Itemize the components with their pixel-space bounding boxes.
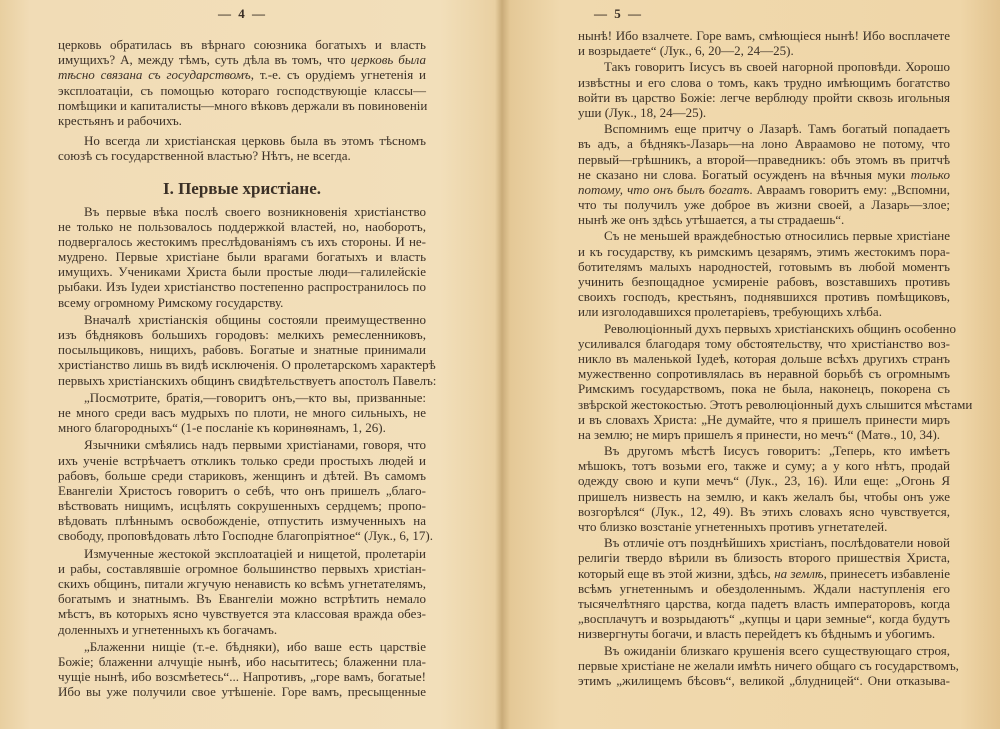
- text-line: нынѣ! Ибо взалчете. Горе вамъ, смѣющіеся нынѣ! Ибо восплачете: [578, 28, 950, 43]
- text-segment: . Авраамъ говоритъ ему: „Вспомни,: [749, 181, 950, 197]
- text-line: подвергалось жестокимъ преслѣдованіямъ съ ихъ стороны. И не-: [58, 233, 426, 249]
- text-line: вѣствовать нищимъ, исцѣлять сокрушенныхъ сердцемъ; пропо-: [58, 498, 426, 514]
- text-segment: не сказано ни слова. Богатый осужденъ на вѣчныя муки: [578, 166, 911, 182]
- text-line: и въ словахъ Христа: „Не думайте, что я пришелъ принести миръ: [578, 411, 950, 427]
- text-line: никло въ маленькой Іудеѣ, которая дольше всѣхъ другихъ странъ: [578, 350, 950, 366]
- text-line: [58, 52, 426, 67]
- text-line: Вначалѣ христіанскія общины состояли преимущественно: [84, 311, 426, 327]
- text-line: ихъ ученіе встрѣчаетъ откликъ только среди простыхъ людей и: [58, 452, 426, 468]
- paragraph: [58, 639, 426, 700]
- paragraph: [578, 320, 973, 443]
- text-line: Но всегда ли христіанская церковь была въ этомъ тѣсномъ: [84, 133, 426, 149]
- text-line: не только не пользовалось поддержкой властей, но, наоборотъ,: [58, 218, 426, 234]
- text-line: войти въ царство Божіе: легче верблюду пройти сквозь игольныя: [578, 89, 950, 105]
- text-line: [58, 67, 426, 82]
- text-line: всему огромному Римскому государству.: [58, 294, 284, 310]
- text-line: [578, 167, 950, 182]
- text-segment: имущихъ? А, между тѣмъ, суть дѣла въ томъ, что: [58, 52, 351, 68]
- text-line: союзѣ съ государственной властью? Нѣтъ, не всегда.: [58, 148, 351, 164]
- text-line: Въ первые вѣка послѣ своего возникновенія христіанство: [84, 203, 426, 219]
- text-line: богатымъ и знатнымъ. Въ Евангеліи можно встрѣтить немало: [58, 591, 426, 607]
- page-number: — 5 —: [594, 6, 643, 21]
- text-line: помѣщики и капиталисты—много вѣковъ держали въ повиновеніи: [58, 97, 428, 113]
- paragraph: [578, 28, 950, 58]
- text-line: низвергнуты богачи, и власть перейдетъ къ бѣднымъ и убогимъ.: [578, 626, 936, 642]
- text-segment: который еще въ этой жизни, здѣсь,: [578, 565, 775, 581]
- text-line: имущихъ. Учениками Христа были простые люди—галилейскіе: [58, 264, 426, 280]
- paragraph: [58, 133, 426, 163]
- text-segment: , принесетъ избавленіе: [823, 565, 950, 581]
- text-line: не много среди васъ мудрыхъ по плоти, не много сильныхъ, не: [58, 404, 426, 420]
- text-line: на землю; не миръ пришелъ я принести, но мечъ“ (Матѳ., 10, 34).: [578, 426, 941, 442]
- text-line: ботителямъ малыхъ народностей, готовымъ въ любой моментъ: [578, 258, 950, 274]
- paragraph: [58, 204, 426, 310]
- text-segment: , т.-е. съ орудіемъ угнетенія и: [250, 67, 427, 83]
- text-line: одежду свою и купи мечъ“ (Лук., 23, 16). Или еще: „Огонь Я: [578, 473, 950, 489]
- text-line: и возрыдаете“ (Лук., 6, 20—2, 24—25).: [578, 43, 794, 59]
- text-line: Въ другомъ мѣстѣ Іисусъ говоритъ: „Теперь, кто имѣетъ: [604, 443, 950, 459]
- text-line: много благородныхъ“ (1-е посланіе къ коринѳянамъ, 1, 26).: [58, 420, 386, 436]
- text-line: Евангеліи Христосъ говоритъ о себѣ, что онъ пришелъ „благо-: [58, 482, 426, 498]
- text-line: звѣрской жестокостью. Этотъ революціонный духъ слышится мѣстами: [578, 396, 973, 412]
- text-line: пришелъ низвесть на землю, и какъ желалъ бы, чтобы онъ уже: [578, 488, 950, 504]
- text-line: или изголодавшихся пролетаріевъ, требующихъ хлѣба.: [578, 304, 882, 320]
- text-line: тысячелѣтняго царства, когда падетъ власть императоровъ, когда: [578, 595, 950, 611]
- italic-emphasis: только: [910, 166, 950, 182]
- text-line: крестьянъ и рабочихъ.: [58, 112, 182, 128]
- text-line: и рабы, составлявшіе огромное большинство первыхъ христіан-: [58, 560, 426, 576]
- text-line: Съ не меньшей враждебностью относились первые христіане: [604, 228, 950, 244]
- text-line: церковь обратилась въ вѣрнаго союзника богатыхъ и власть: [58, 37, 426, 52]
- italic-emphasis: церковь была: [350, 52, 426, 68]
- paragraph: [578, 121, 950, 227]
- text-line: мѣстъ, въ которыхъ ясно чувствуется эта классовая вражда обез-: [58, 606, 426, 622]
- text-line: Язычники смѣялись надъ первыми христіанами, говоря, что: [84, 437, 426, 453]
- text-line: мудрено. Первые христіане были врагами богатыхъ и власть: [58, 249, 426, 265]
- paragraph: [58, 546, 426, 637]
- text-line: и къ государству, къ римскимъ цезарямъ, этимъ жестокимъ пора-: [578, 243, 950, 259]
- paragraph: [58, 37, 426, 128]
- paragraph: [58, 390, 426, 436]
- italic-emphasis: потому, что онъ былъ богатъ: [578, 181, 750, 197]
- text-column: [58, 35, 437, 700]
- text-line: Римскимъ государствомъ, пока не была, наконецъ, покорена съ: [578, 381, 950, 397]
- text-line: Измученные жестокой эксплоатаціей и нищетой, пролетаріи: [84, 545, 426, 561]
- text-line: первые христіане не желали имѣть ничего общаго съ государствомъ,: [578, 657, 959, 673]
- text-line: чущіе нынѣ, ибо возсмѣетесь“... Напротивъ, „горе вамъ, богатые!: [58, 669, 426, 685]
- text-line: мѣшокъ, тотъ возьми его, также и суму; а у кого нѣтъ, продай: [578, 458, 950, 474]
- text-line: учинить безпощадное усмиреніе рабовъ, возставшихъ противъ: [578, 274, 950, 289]
- text-line: скихъ общинъ, питали жгучую ненависть ко всѣмъ угнетателямъ,: [58, 576, 426, 591]
- text-line: нынѣ же онъ здѣсь утѣшается, а ты страдаешь“.: [578, 212, 845, 228]
- text-line: эксплоатаціи, съ помощью котораго господствующіе классы—: [58, 82, 426, 98]
- text-line: первыхъ христіанскихъ общинъ свидѣтельствуетъ апостолъ Павелъ:: [58, 372, 437, 388]
- text-line: этимъ „жилищемъ бѣсовъ“, великой „блудницей“. Они отказыва-: [578, 672, 950, 688]
- text-line: уши (Лук., 18, 24—25).: [578, 104, 707, 120]
- paragraph: [578, 228, 950, 319]
- text-line: извѣстны и его слова о томъ, какъ трудно имѣющимъ богатство: [578, 74, 950, 90]
- text-line: усиливался благодаря тому обстоятельству, что христіанство воз-: [578, 335, 950, 351]
- text-line: всѣмъ угнетеннымъ и обездоленнымъ. Ждали наступленія его: [578, 580, 950, 596]
- text-line: Ибо вы уже получили свое утѣшеніе. Горе вамъ, пресыщенные: [58, 684, 426, 700]
- paragraph: [578, 535, 950, 641]
- text-line: [578, 566, 950, 581]
- paragraph: [578, 59, 950, 120]
- italic-emphasis: на землѣ: [774, 565, 824, 581]
- text-line: Революціонный духъ первыхъ христіанскихъ общинъ особенно: [604, 320, 956, 336]
- text-line: изъ бѣдняковъ большихъ городовъ: мелкихъ ремесленниковъ,: [58, 327, 426, 342]
- paragraph: [578, 443, 950, 534]
- text-line: рабовъ, больше среди стариковъ, женщинъ и дѣтей. Въ самомъ: [58, 467, 426, 483]
- text-line: христіанство лишь въ видѣ исключенія. О пролетарскомъ характерѣ: [58, 357, 436, 373]
- text-line: Въ ожиданіи близкаго крушенія всего существующаго строя,: [604, 642, 950, 658]
- text-line: „Посмотрите, братія,—говоритъ онъ,—кто вы, призванные:: [84, 389, 426, 405]
- paragraph: [58, 311, 437, 388]
- text-line: „Блаженни нищіе (т.-е. бѣдняки), ибо ваше есть царствіе: [84, 638, 426, 654]
- text-line: Въ отличіе отъ позднѣйшихъ христіанъ, послѣдователи новой: [604, 535, 950, 551]
- text-line: въ адъ, а бѣднякъ-Лазарь—на лоно Авраамово не потому, что: [578, 136, 950, 152]
- text-line: что ты получилъ уже доброе въ жизни своей, а Лазарь—злое;: [578, 197, 950, 213]
- italic-emphasis: тѣсно связана съ государствомъ: [58, 67, 251, 83]
- text-line: рыбаки. Изъ Іудеи христіанство постепенно распространилось по: [58, 279, 426, 295]
- paragraph: [58, 437, 433, 544]
- text-line: религіи твердо вѣрили въ близость второго пришествія Христа,: [578, 550, 950, 566]
- text-line: [578, 182, 950, 197]
- text-line: мужественно сопротивлялась въ неравной борьбѣ съ огромнымъ: [578, 366, 950, 382]
- text-line: доленныхъ и угнетенныхъ къ богачамъ.: [58, 621, 278, 637]
- text-line: Божіе; блаженни алчущіе нынѣ, ибо насытитесь; блаженни пла-: [58, 653, 426, 669]
- text-column: [578, 27, 973, 688]
- text-line: свободу, проповѣдовать лѣто Господне благопріятное“ (Лук., 6, 17).: [58, 528, 433, 544]
- text-line: посыльщиковъ, нищихъ, рабовъ. Богатые и знатные принимали: [58, 342, 426, 358]
- text-line: что близко возстаніе угнетенныхъ противъ угнетателей.: [578, 519, 888, 534]
- text-line: своихъ господъ, крестьянъ, поднявшихся противъ помѣщиковъ,: [578, 289, 950, 305]
- text-line: Вспомнимъ еще притчу о Лазарѣ. Тамъ богатый попадаетъ: [604, 121, 950, 137]
- page-right: [502, 0, 1000, 729]
- text-line: вѣдовать плѣннымъ освобожденіе, отпустить измученныхъ на: [58, 513, 426, 529]
- page-number: — 4 —: [218, 6, 267, 21]
- text-line: первый—грѣшникъ, а второй—праведникъ: объ этомъ въ притчѣ: [578, 151, 950, 167]
- text-line: возгорѣлся“ (Лук., 12, 49). Въ этихъ словахъ ясно чувствуется,: [578, 503, 950, 519]
- section-heading: I. Первые христіане.: [162, 178, 322, 198]
- text-line: „восплачутъ и возрыдаютъ“ „купцы и цари земные“, когда будутъ: [578, 611, 950, 627]
- paragraph: [578, 642, 959, 689]
- text-line: Такъ говоритъ Іисусъ въ своей нагорной проповѣди. Хорошо: [604, 59, 950, 75]
